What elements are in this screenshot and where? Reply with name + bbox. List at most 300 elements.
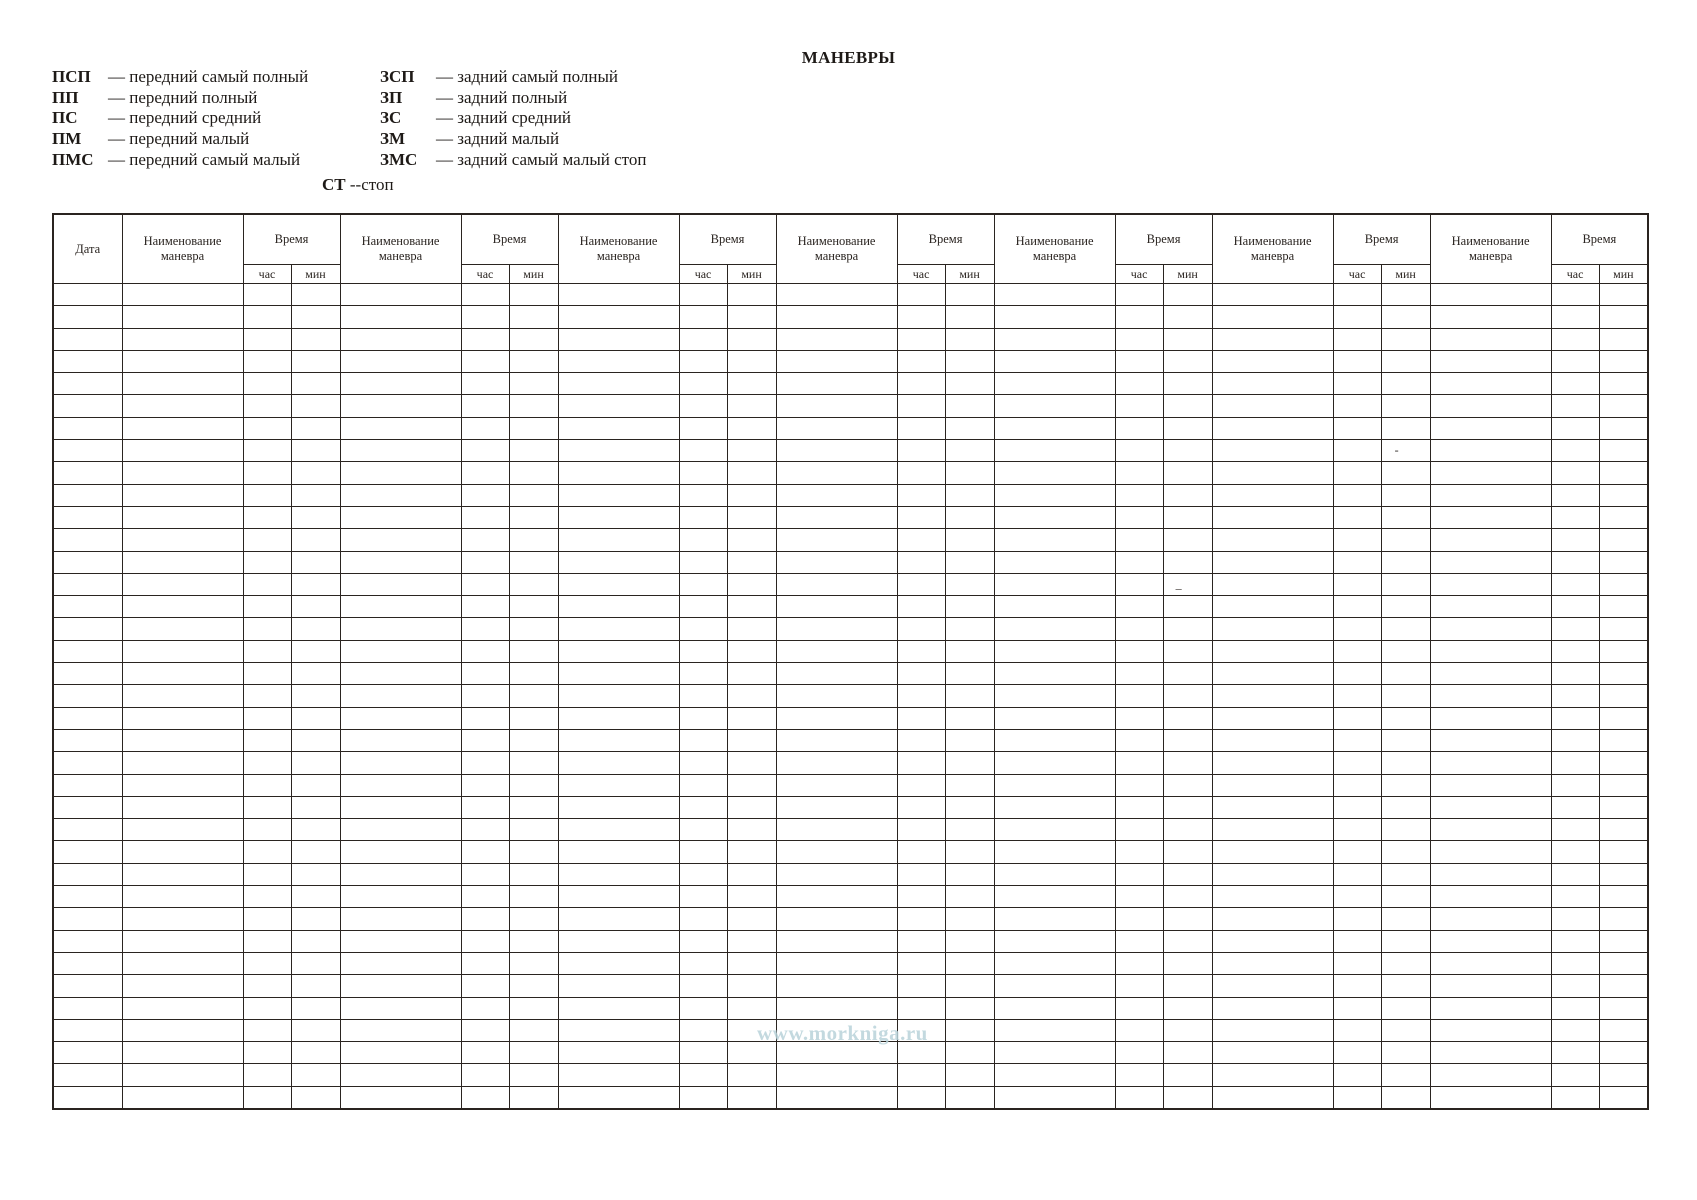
cell-hour[interactable]	[1551, 350, 1599, 372]
cell-hour[interactable]	[679, 440, 727, 462]
cell-minute[interactable]	[1599, 685, 1648, 707]
cell-minute[interactable]	[291, 440, 340, 462]
cell-minute[interactable]	[1163, 640, 1212, 662]
cell-maneuver-name[interactable]	[340, 350, 461, 372]
cell-hour[interactable]	[1551, 774, 1599, 796]
cell-minute[interactable]	[509, 975, 558, 997]
cell-maneuver-name[interactable]	[776, 863, 897, 885]
cell-minute[interactable]	[509, 796, 558, 818]
cell-minute[interactable]	[509, 640, 558, 662]
cell-minute[interactable]	[945, 462, 994, 484]
cell-minute[interactable]	[1163, 1042, 1212, 1064]
cell-maneuver-name[interactable]	[340, 462, 461, 484]
cell-hour[interactable]	[1551, 1086, 1599, 1109]
cell-hour[interactable]	[461, 952, 509, 974]
cell-maneuver-name[interactable]	[1212, 551, 1333, 573]
cell-maneuver-name[interactable]	[558, 551, 679, 573]
cell-maneuver-name[interactable]	[340, 1086, 461, 1109]
cell-maneuver-name[interactable]	[1212, 350, 1333, 372]
cell-minute[interactable]	[945, 819, 994, 841]
cell-hour[interactable]	[1115, 328, 1163, 350]
cell-maneuver-name[interactable]	[1212, 1042, 1333, 1064]
cell-hour[interactable]	[243, 863, 291, 885]
cell-minute[interactable]	[1381, 462, 1430, 484]
cell-hour[interactable]	[243, 618, 291, 640]
cell-maneuver-name[interactable]	[776, 306, 897, 328]
cell-hour[interactable]	[1333, 506, 1381, 528]
cell-maneuver-name[interactable]	[1212, 886, 1333, 908]
cell-hour[interactable]	[1551, 886, 1599, 908]
cell-maneuver-name[interactable]	[558, 908, 679, 930]
cell-minute[interactable]	[727, 841, 776, 863]
cell-maneuver-name[interactable]	[558, 484, 679, 506]
cell-maneuver-name[interactable]	[1212, 462, 1333, 484]
cell-maneuver-name[interactable]	[1212, 1064, 1333, 1086]
cell-maneuver-name[interactable]	[1430, 462, 1551, 484]
cell-maneuver-name[interactable]	[994, 930, 1115, 952]
cell-maneuver-name[interactable]	[122, 551, 243, 573]
cell-minute[interactable]	[1163, 484, 1212, 506]
cell-hour[interactable]	[897, 1086, 945, 1109]
cell-hour[interactable]	[1115, 952, 1163, 974]
cell-maneuver-name[interactable]	[1212, 328, 1333, 350]
cell-hour[interactable]	[1551, 863, 1599, 885]
cell-minute[interactable]	[509, 774, 558, 796]
cell-minute[interactable]	[727, 350, 776, 372]
cell-maneuver-name[interactable]	[994, 284, 1115, 306]
cell-hour[interactable]	[461, 618, 509, 640]
cell-maneuver-name[interactable]	[776, 395, 897, 417]
cell-minute[interactable]	[509, 886, 558, 908]
cell-minute[interactable]	[1163, 930, 1212, 952]
cell-minute[interactable]	[945, 306, 994, 328]
cell-maneuver-name[interactable]	[776, 663, 897, 685]
cell-hour[interactable]	[1333, 640, 1381, 662]
cell-minute[interactable]	[291, 640, 340, 662]
cell-maneuver-name[interactable]	[776, 1064, 897, 1086]
cell-maneuver-name[interactable]	[994, 484, 1115, 506]
cell-minute[interactable]	[291, 462, 340, 484]
cell-hour[interactable]	[1551, 462, 1599, 484]
cell-minute[interactable]	[945, 573, 994, 595]
cell-maneuver-name[interactable]	[994, 1042, 1115, 1064]
cell-minute[interactable]	[1599, 640, 1648, 662]
cell-minute[interactable]	[1163, 306, 1212, 328]
cell-minute[interactable]	[1163, 618, 1212, 640]
cell-hour[interactable]	[243, 752, 291, 774]
cell-minute[interactable]	[509, 395, 558, 417]
cell-maneuver-name[interactable]	[1212, 618, 1333, 640]
cell-maneuver-name[interactable]	[776, 997, 897, 1019]
cell-maneuver-name[interactable]	[1430, 618, 1551, 640]
cell-minute[interactable]	[727, 573, 776, 595]
cell-hour[interactable]	[1115, 373, 1163, 395]
cell-minute[interactable]	[1599, 506, 1648, 528]
cell-hour[interactable]	[679, 573, 727, 595]
cell-minute[interactable]	[1381, 663, 1430, 685]
cell-hour[interactable]	[461, 417, 509, 439]
cell-maneuver-name[interactable]	[122, 417, 243, 439]
cell-hour[interactable]	[243, 908, 291, 930]
cell-hour[interactable]	[1115, 417, 1163, 439]
cell-minute[interactable]	[1163, 707, 1212, 729]
cell-minute[interactable]	[945, 841, 994, 863]
cell-maneuver-name[interactable]	[776, 462, 897, 484]
cell-maneuver-name[interactable]	[1212, 573, 1333, 595]
cell-maneuver-name[interactable]	[994, 774, 1115, 796]
cell-hour[interactable]	[461, 841, 509, 863]
cell-minute[interactable]	[1599, 1086, 1648, 1109]
cell-minute[interactable]	[727, 707, 776, 729]
cell-maneuver-name[interactable]	[1212, 596, 1333, 618]
cell-hour[interactable]	[461, 484, 509, 506]
cell-minute[interactable]	[509, 930, 558, 952]
cell-minute[interactable]	[727, 685, 776, 707]
cell-maneuver-name[interactable]	[1212, 930, 1333, 952]
cell-minute[interactable]	[1163, 952, 1212, 974]
cell-minute[interactable]	[1163, 975, 1212, 997]
cell-hour[interactable]	[243, 685, 291, 707]
cell-minute[interactable]	[509, 350, 558, 372]
cell-minute[interactable]	[945, 284, 994, 306]
cell-hour[interactable]	[1333, 774, 1381, 796]
cell-minute[interactable]	[509, 328, 558, 350]
cell-hour[interactable]	[243, 417, 291, 439]
cell-hour[interactable]	[897, 930, 945, 952]
cell-minute[interactable]	[1599, 395, 1648, 417]
cell-maneuver-name[interactable]	[1212, 1086, 1333, 1109]
cell-minute[interactable]	[1163, 350, 1212, 372]
cell-maneuver-name[interactable]	[994, 350, 1115, 372]
cell-hour[interactable]	[897, 975, 945, 997]
cell-minute[interactable]	[291, 1064, 340, 1086]
cell-maneuver-name[interactable]	[1430, 707, 1551, 729]
cell-maneuver-name[interactable]	[1430, 1064, 1551, 1086]
cell-maneuver-name[interactable]	[1430, 440, 1551, 462]
cell-minute[interactable]	[509, 1064, 558, 1086]
cell-hour[interactable]	[1333, 729, 1381, 751]
cell-maneuver-name[interactable]	[994, 395, 1115, 417]
cell-maneuver-name[interactable]	[994, 573, 1115, 595]
cell-hour[interactable]	[1551, 819, 1599, 841]
cell-maneuver-name[interactable]	[1212, 306, 1333, 328]
cell-maneuver-name[interactable]	[1430, 551, 1551, 573]
cell-maneuver-name[interactable]	[776, 819, 897, 841]
cell-maneuver-name[interactable]	[994, 819, 1115, 841]
cell-hour[interactable]	[1115, 573, 1163, 595]
cell-hour[interactable]	[243, 774, 291, 796]
cell-minute[interactable]	[291, 663, 340, 685]
cell-hour[interactable]	[1551, 1042, 1599, 1064]
cell-maneuver-name[interactable]	[340, 774, 461, 796]
cell-maneuver-name[interactable]	[776, 640, 897, 662]
cell-maneuver-name[interactable]	[122, 997, 243, 1019]
cell-minute[interactable]	[1599, 908, 1648, 930]
cell-hour[interactable]	[243, 529, 291, 551]
cell-maneuver-name[interactable]	[994, 529, 1115, 551]
cell-hour[interactable]	[1115, 1019, 1163, 1041]
cell-minute[interactable]	[291, 618, 340, 640]
cell-maneuver-name[interactable]	[122, 952, 243, 974]
cell-minute[interactable]	[945, 417, 994, 439]
cell-hour[interactable]	[1115, 863, 1163, 885]
cell-minute[interactable]	[1381, 484, 1430, 506]
cell-minute[interactable]	[1381, 551, 1430, 573]
cell-maneuver-name[interactable]	[994, 863, 1115, 885]
cell-minute[interactable]	[291, 1042, 340, 1064]
cell-hour[interactable]	[897, 640, 945, 662]
cell-minute[interactable]	[945, 975, 994, 997]
cell-minute[interactable]	[291, 886, 340, 908]
cell-hour[interactable]	[461, 819, 509, 841]
cell-date[interactable]	[53, 1064, 122, 1086]
cell-maneuver-name[interactable]	[776, 350, 897, 372]
cell-maneuver-name[interactable]	[994, 707, 1115, 729]
cell-hour[interactable]	[1115, 930, 1163, 952]
cell-maneuver-name[interactable]	[558, 640, 679, 662]
cell-hour[interactable]	[679, 997, 727, 1019]
cell-maneuver-name[interactable]	[122, 930, 243, 952]
cell-minute[interactable]	[727, 774, 776, 796]
cell-maneuver-name[interactable]	[122, 975, 243, 997]
cell-hour[interactable]	[679, 729, 727, 751]
cell-date[interactable]	[53, 440, 122, 462]
cell-maneuver-name[interactable]	[776, 484, 897, 506]
cell-hour[interactable]	[1115, 774, 1163, 796]
cell-minute[interactable]	[1599, 484, 1648, 506]
cell-maneuver-name[interactable]	[994, 462, 1115, 484]
cell-minute[interactable]	[291, 997, 340, 1019]
cell-date[interactable]	[53, 863, 122, 885]
cell-hour[interactable]	[461, 886, 509, 908]
cell-minute[interactable]	[1599, 1019, 1648, 1041]
cell-maneuver-name[interactable]	[122, 640, 243, 662]
cell-minute[interactable]	[727, 886, 776, 908]
cell-maneuver-name[interactable]	[776, 796, 897, 818]
cell-minute[interactable]	[291, 573, 340, 595]
cell-minute[interactable]	[1381, 596, 1430, 618]
cell-minute[interactable]	[1599, 596, 1648, 618]
cell-minute[interactable]	[1381, 573, 1430, 595]
cell-maneuver-name[interactable]	[994, 997, 1115, 1019]
cell-maneuver-name[interactable]	[1430, 529, 1551, 551]
cell-hour[interactable]	[243, 952, 291, 974]
cell-maneuver-name[interactable]	[558, 1086, 679, 1109]
cell-minute[interactable]	[1599, 997, 1648, 1019]
cell-hour[interactable]	[679, 908, 727, 930]
cell-hour[interactable]	[1551, 707, 1599, 729]
cell-minute[interactable]	[727, 1086, 776, 1109]
cell-hour[interactable]	[679, 417, 727, 439]
cell-hour[interactable]	[897, 328, 945, 350]
cell-maneuver-name[interactable]	[558, 796, 679, 818]
cell-hour[interactable]	[461, 908, 509, 930]
cell-minute[interactable]	[291, 284, 340, 306]
cell-hour[interactable]	[679, 819, 727, 841]
cell-hour[interactable]	[897, 395, 945, 417]
cell-maneuver-name[interactable]	[994, 373, 1115, 395]
cell-maneuver-name[interactable]	[994, 640, 1115, 662]
cell-maneuver-name[interactable]	[122, 1064, 243, 1086]
cell-hour[interactable]	[1551, 952, 1599, 974]
cell-minute[interactable]	[727, 618, 776, 640]
cell-hour[interactable]	[1115, 395, 1163, 417]
cell-date[interactable]	[53, 729, 122, 751]
cell-hour[interactable]	[1333, 484, 1381, 506]
cell-maneuver-name[interactable]	[558, 707, 679, 729]
cell-date[interactable]	[53, 685, 122, 707]
cell-maneuver-name[interactable]	[994, 417, 1115, 439]
cell-minute[interactable]	[945, 484, 994, 506]
cell-minute[interactable]	[1599, 774, 1648, 796]
cell-maneuver-name[interactable]	[122, 841, 243, 863]
cell-hour[interactable]	[1551, 284, 1599, 306]
cell-minute[interactable]	[1381, 752, 1430, 774]
cell-maneuver-name[interactable]	[340, 975, 461, 997]
cell-maneuver-name[interactable]	[994, 306, 1115, 328]
cell-hour[interactable]	[897, 707, 945, 729]
cell-maneuver-name[interactable]	[340, 997, 461, 1019]
cell-maneuver-name[interactable]	[776, 752, 897, 774]
cell-minute[interactable]	[945, 640, 994, 662]
cell-hour[interactable]	[1333, 819, 1381, 841]
cell-hour[interactable]	[897, 952, 945, 974]
cell-date[interactable]	[53, 752, 122, 774]
cell-hour[interactable]	[679, 1086, 727, 1109]
cell-minute[interactable]	[509, 596, 558, 618]
cell-maneuver-name[interactable]	[558, 417, 679, 439]
cell-maneuver-name[interactable]	[122, 908, 243, 930]
cell-maneuver-name[interactable]	[1430, 997, 1551, 1019]
cell-hour[interactable]	[1333, 350, 1381, 372]
cell-hour[interactable]	[897, 506, 945, 528]
cell-minute[interactable]	[1381, 774, 1430, 796]
cell-minute[interactable]	[509, 729, 558, 751]
cell-hour[interactable]	[679, 284, 727, 306]
cell-hour[interactable]	[1333, 752, 1381, 774]
cell-minute[interactable]	[1381, 886, 1430, 908]
cell-hour[interactable]	[243, 796, 291, 818]
cell-maneuver-name[interactable]	[340, 640, 461, 662]
cell-maneuver-name[interactable]	[1430, 484, 1551, 506]
cell-hour[interactable]	[679, 841, 727, 863]
cell-hour[interactable]	[461, 1019, 509, 1041]
cell-hour[interactable]	[897, 886, 945, 908]
cell-date[interactable]	[53, 350, 122, 372]
cell-minute[interactable]	[1163, 551, 1212, 573]
cell-maneuver-name[interactable]	[1212, 506, 1333, 528]
cell-hour[interactable]	[461, 306, 509, 328]
cell-hour[interactable]	[243, 997, 291, 1019]
cell-maneuver-name[interactable]	[1430, 663, 1551, 685]
cell-minute[interactable]	[1381, 1019, 1430, 1041]
cell-hour[interactable]	[243, 1064, 291, 1086]
cell-minute[interactable]	[509, 1019, 558, 1041]
cell-hour[interactable]	[897, 796, 945, 818]
cell-hour[interactable]	[679, 863, 727, 885]
cell-maneuver-name[interactable]	[558, 1064, 679, 1086]
cell-maneuver-name[interactable]	[1430, 975, 1551, 997]
cell-hour[interactable]	[461, 551, 509, 573]
cell-minute[interactable]	[1381, 618, 1430, 640]
cell-hour[interactable]	[897, 462, 945, 484]
cell-date[interactable]	[53, 841, 122, 863]
cell-maneuver-name[interactable]	[122, 1042, 243, 1064]
cell-minute[interactable]	[1381, 952, 1430, 974]
cell-minute[interactable]	[727, 484, 776, 506]
cell-maneuver-name[interactable]	[994, 841, 1115, 863]
cell-maneuver-name[interactable]	[558, 462, 679, 484]
cell-minute[interactable]	[1599, 350, 1648, 372]
cell-maneuver-name[interactable]	[1212, 975, 1333, 997]
cell-maneuver-name[interactable]	[776, 506, 897, 528]
cell-maneuver-name[interactable]	[340, 395, 461, 417]
cell-minute[interactable]	[509, 1042, 558, 1064]
cell-maneuver-name[interactable]	[776, 841, 897, 863]
cell-minute[interactable]	[727, 997, 776, 1019]
cell-hour[interactable]	[1551, 484, 1599, 506]
cell-minute[interactable]	[1163, 573, 1212, 595]
cell-minute[interactable]	[727, 729, 776, 751]
cell-maneuver-name[interactable]	[340, 440, 461, 462]
cell-hour[interactable]	[1333, 663, 1381, 685]
cell-hour[interactable]	[897, 997, 945, 1019]
cell-minute[interactable]	[1163, 373, 1212, 395]
cell-hour[interactable]	[243, 1042, 291, 1064]
cell-minute[interactable]	[1599, 1042, 1648, 1064]
cell-hour[interactable]	[461, 573, 509, 595]
cell-hour[interactable]	[1333, 685, 1381, 707]
cell-hour[interactable]	[243, 573, 291, 595]
cell-maneuver-name[interactable]	[1212, 373, 1333, 395]
cell-minute[interactable]	[945, 395, 994, 417]
cell-hour[interactable]	[1333, 952, 1381, 974]
cell-minute[interactable]	[291, 774, 340, 796]
cell-minute[interactable]	[1163, 752, 1212, 774]
cell-minute[interactable]	[945, 1086, 994, 1109]
cell-hour[interactable]	[897, 596, 945, 618]
cell-hour[interactable]	[1551, 596, 1599, 618]
cell-minute[interactable]	[1599, 663, 1648, 685]
cell-minute[interactable]	[1381, 819, 1430, 841]
cell-maneuver-name[interactable]	[1430, 395, 1551, 417]
cell-hour[interactable]	[1333, 462, 1381, 484]
cell-hour[interactable]	[1551, 306, 1599, 328]
cell-maneuver-name[interactable]	[1430, 373, 1551, 395]
cell-minute[interactable]	[1163, 1086, 1212, 1109]
cell-hour[interactable]	[1333, 373, 1381, 395]
cell-maneuver-name[interactable]	[122, 596, 243, 618]
cell-minute[interactable]	[291, 908, 340, 930]
cell-minute[interactable]	[509, 551, 558, 573]
cell-minute[interactable]	[1381, 685, 1430, 707]
cell-maneuver-name[interactable]	[122, 350, 243, 372]
cell-hour[interactable]	[897, 841, 945, 863]
cell-maneuver-name[interactable]	[776, 417, 897, 439]
cell-minute[interactable]	[727, 440, 776, 462]
cell-minute[interactable]	[945, 596, 994, 618]
cell-minute[interactable]	[509, 1086, 558, 1109]
cell-maneuver-name[interactable]	[122, 573, 243, 595]
cell-maneuver-name[interactable]	[1430, 306, 1551, 328]
cell-maneuver-name[interactable]	[1212, 529, 1333, 551]
cell-maneuver-name[interactable]	[558, 819, 679, 841]
cell-hour[interactable]	[679, 551, 727, 573]
cell-maneuver-name[interactable]	[1430, 752, 1551, 774]
cell-minute[interactable]	[291, 551, 340, 573]
cell-maneuver-name[interactable]	[122, 373, 243, 395]
cell-date[interactable]	[53, 284, 122, 306]
